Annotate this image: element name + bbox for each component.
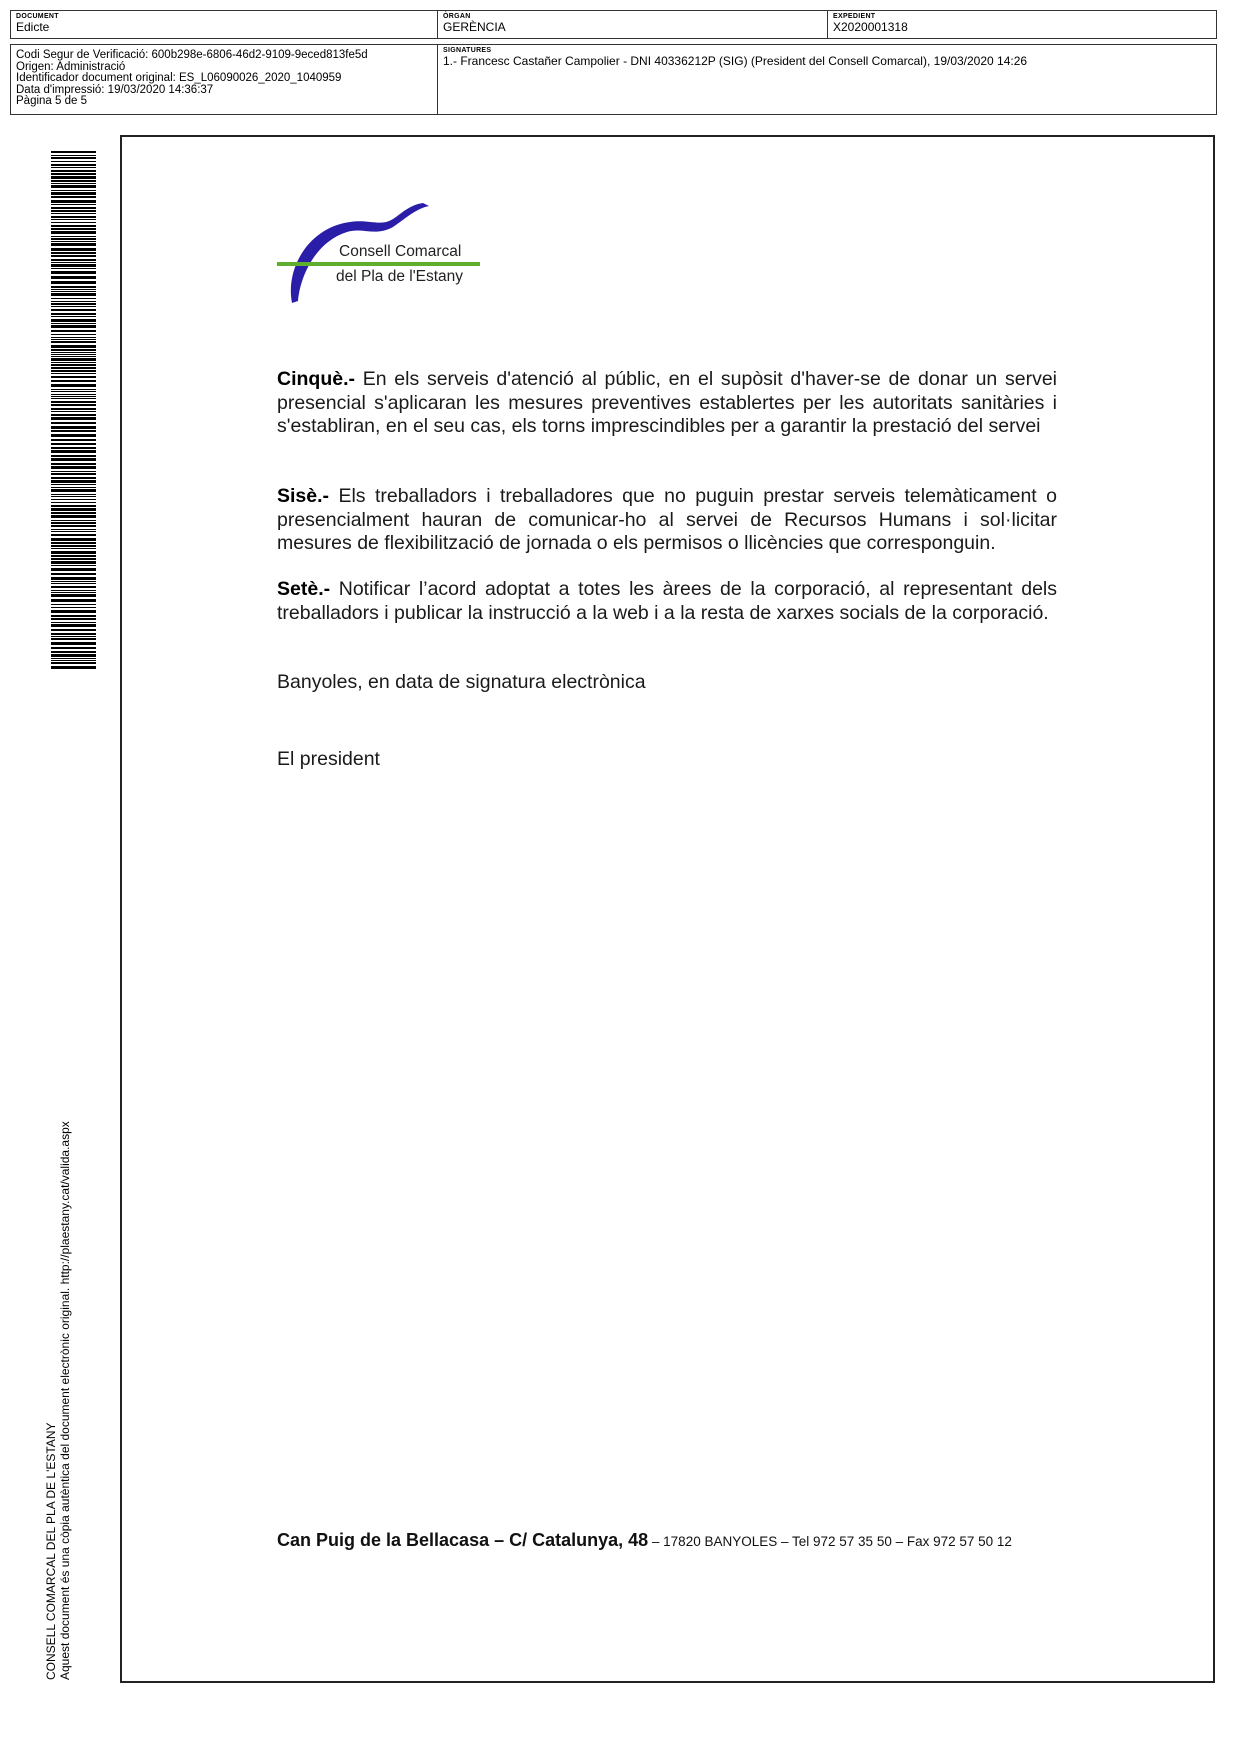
original-document-id: Identificador document original: ES_L06090026_2020_1040959 [16,72,342,84]
verification-cell [11,45,437,114]
paragraph-text: En els serveis d'atenció al públic, en el supòsit d'haver-se de donar un servei presencial s'aplicaran les mesures preventives establertes per les autoritats sanitàries i s'establiran, en el seu cas, els torns imprescindibles per a garantir la prestació del servei [277,368,1057,437]
place-date: Banyoles, en data de signatura electrònica [277,671,646,693]
side-legend-line2: Aquest document és una còpia autèntica del document electrònic original. http://plaestany.cat/valida.aspx [58,1121,72,1680]
expedient-value: X2020001318 [833,20,908,34]
logo-text-line1: Consell Comarcal [339,243,462,260]
paragraph-title: Sisè.- [277,485,330,507]
side-legend [44,1121,72,1680]
organ-label: ÒRGAN [443,13,471,20]
page-number: Pàgina 5 de 5 [16,95,87,107]
expedient-cell [827,11,1216,38]
document-label: DOCUMENT [16,13,59,20]
verification-code: Codi Segur de Verificació: 600b298e-6806-46d2-9109-9eced813fe5d [16,49,368,61]
footer-street: Can Puig de la Bellacasa – C/ Catalunya, 48 [277,1530,649,1550]
organ-cell [437,11,827,38]
header-row-meta [10,44,1217,115]
logo-line-icon [277,262,480,266]
expedient-label: EXPEDIENT [833,13,876,20]
paragraph-title: Cinquè.- [277,368,355,390]
footer-contact: – 17820 BANYOLES – Tel 972 57 35 50 – Fax 972 57 50 12 [648,1534,1012,1549]
paragraph-text: Notificar l’acord adoptat a totes les àrees de la corporació, al representant dels treballadors i publicar la instrucció a la web i a la resta de xarxes socials de la corporació. [277,578,1057,624]
document-value: Edicte [16,20,50,34]
signatures-value: 1.- Francesc Castañer Campolier - DNI 40336212P (SIG) (President del Consell Comarcal), 19/03/2020 14:26 [443,54,1028,68]
side-legend-line1: CONSELL COMARCAL DEL PLA DE L'ESTANY [44,1422,58,1680]
barcode [51,151,96,671]
paragraph-text: Els treballadors i treballadores que no puguin prestar serveis telemàticament o presencialment hauran de comunicar-ho al servei de Recursos Humans i sol·licitar mesures de flexibilització de jornada o els permisos o llicències que corresponguin. [277,485,1057,554]
header-row-top [10,10,1217,39]
logo-text-line2: del Pla de l'Estany [336,268,464,285]
paragraph-sete [277,578,1057,625]
print-date: Data d'impressió: 19/03/2020 14:36:37 [16,83,214,96]
footer-address [277,1530,1012,1551]
signatures-label: SIGNATURES [443,47,492,54]
signer-title: El president [277,748,380,770]
paragraph-cinque [277,368,1057,439]
document-cell [11,11,437,38]
paragraph-sise [277,485,1057,556]
paragraph-title: Setè.- [277,578,331,600]
signatures-cell [437,45,1216,114]
organ-value: GERÈNCIA [443,20,506,34]
origin: Origen: Administració [16,60,126,73]
